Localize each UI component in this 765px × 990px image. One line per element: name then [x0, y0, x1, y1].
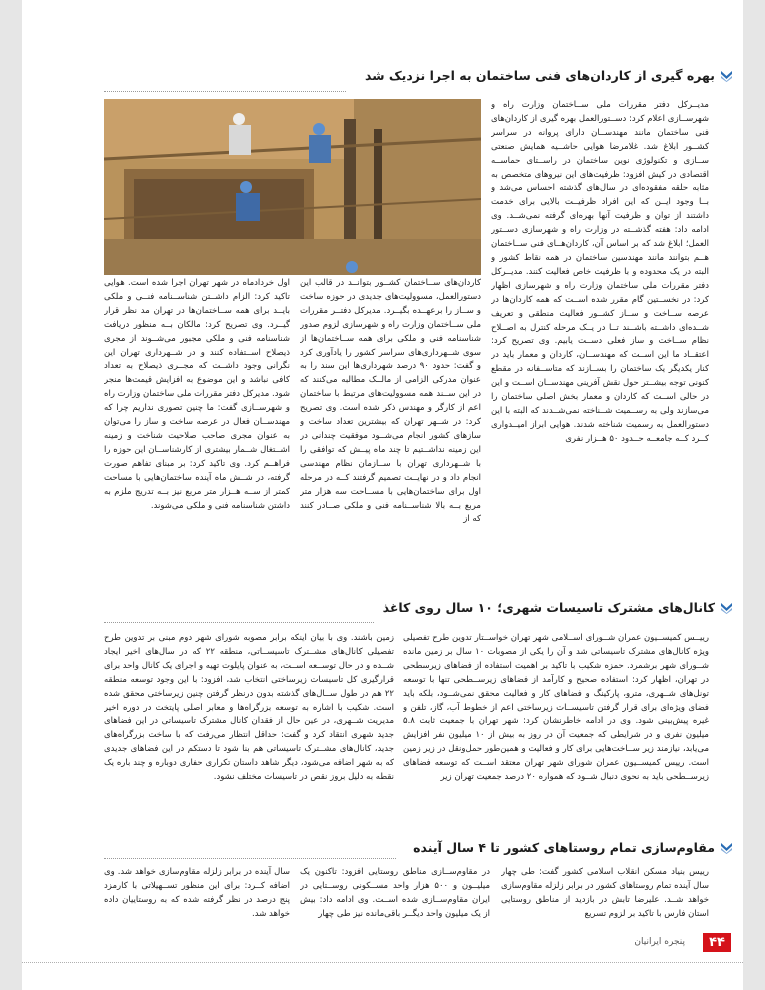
article3-text-left: سال آینده در برابر زلزله مقاوم‌سازی خواهد شد. وی اضافه کــرد: برای این منظور تســهیلاتی با کارمزد پنج درصد در نظر گرفته شده که به روستاییان داده خواهد شد. [104, 867, 290, 919]
article1-column-right [491, 99, 709, 582]
article3-column-right [501, 866, 709, 924]
construction-photo [104, 99, 481, 275]
article1-heading [365, 68, 733, 83]
chevron-down-icon [720, 601, 733, 614]
chevron-down-icon [720, 69, 733, 82]
article2-text-right: رییــس کمیســیون عمران شــورای اســلامی شهر تهران خواســتار تدوین طرح تفصیلی ویژه کانال‌های مشترک تاسیساتی شد و آن را یکی از مصوبات ۱۰ سال بر زمین مانده شــورای شهر برشمرد. حمزه شکیب با تاکید بر اهمیت استفاده از فضاهای زیرسطحی در تهران، اظهار کرد: استفاده صحیح و کارآمد از فضاهای زیرســطحی تنها با توسعه تونل‌های شــهری، مترو، پارکینگ و فضاهای کار و فعالیت محقق نمی‌شــود، بلکه باید فضای ویژه‌ای برای قرار گرفتن تاسیســات زیرساختی اعم از خطوط آب، گاز، تلفن و غیره پیش‌بینی شود. وی در ادامه خاطرنشان کرد: شهر تهران با جمعیت ثابت ۵.۸ میلیون نفری و در شرایطی که جمعیت آن در روز به بیش از ۱۰ میلیون نفر افزایش می‌یابد، نیازمند زیر ســاخت‌هایی برای کار و فعالیت و همین‌طور حمل‌ونقل در زیر زمین است. رییس کمیســیون عمران شورای شهر تهران معتقد اســت که توسعه فضاهای زیرســطحی باید به نحوی دنبال شــود که همواره ۲۰ درصد جمعیت تهران زیر [403, 633, 709, 783]
article2-column-right [403, 632, 709, 828]
article3-title: مقاوم‌سازی تمام روستاهای کشور تا ۴ سال آینده [413, 840, 715, 855]
article3-text-right: رییس بنیاد مسکن انقلاب اسلامی کشور گفت: طی چهار سال آینده تمام روستاهای کشور در برابر زلزله مقاوم‌سازی خواهد شــد. علیرضا تابش در بازدید از مناطق روستایی استان فارس با تاکید بر لزوم تسریع [501, 867, 709, 919]
article2-text-left: زمین باشند. وی با بیان اینکه برابر مصوبه شورای شهر دوم مبنی بر تدوین طرح تفصیلی کانال‌های مشــترک تاسیســاتی، منطقه ۲۲ که در سال‌های اخیر ایجاد شــده و در حال توســعه اســت، به عنوان پایلوت تهیه و اجرای یک کانال واحد برای قرارگیری کل تاسیسات زیرساختی انتخاب شد، افزود: با این وجود توسعه منطقه ۲۲ هم در طول ســال‌های گذشته بدون درنظر گرفتن چنین زیرساختی محقق شده است. شکیب با اشاره به توسعه بزرگراه‌ها و معابر اصلی پایتخت در دوره اخیر مدیریت شــهری، در عین حال از فقدان کانال مشترک تاسیساتی در این فضاهای جدید شهری انتقاد کرد و گفت: حداقل انتظار می‌رفت که با ساخت بزرگراه‌های جدید، کانال‌های مشــترک تاسیساتی هم بنا شود تا دستکم در این فضاهای جدیدی که به شهر اضافه می‌شود، دیگر شاهد داستان تکراری حفاری دوباره و چند باره یک نقطه به دلیل بروز نقص در تاسیسات مختلف نشود. [104, 633, 394, 783]
article3-text-mid: در مقاوم‌ســازی مناطق روستایی افزود: تاکنون یک میلیــون و ۵۰۰ هزار واحد مســکونی روســتایی در ایران مقاوم‌ســازی شده اســت. وی ادامه داد: بیش از یک میلیون واحد دیگــر باقی‌مانده نیز طی چهار [300, 867, 490, 919]
article3-column-left [104, 866, 290, 924]
article1-column-left [104, 277, 290, 582]
article2-heading [383, 600, 733, 615]
divider [104, 858, 396, 859]
construction-photo-image [104, 99, 481, 275]
divider [104, 91, 346, 92]
article2-column-left [104, 632, 394, 828]
footer-divider [22, 962, 743, 963]
magazine-name: پنجره ایرانیان [634, 937, 685, 947]
divider [104, 622, 374, 623]
article1-column-mid [300, 277, 481, 582]
article3-heading [413, 840, 733, 855]
article1-text-mid: کاردان‌های ســاختمان کشــور بتوانــد در قالب این دستورالعمل، مسوولیت‌های جدیدی در حوزه ساخت و ســاز را برعهــده بگیــرد. مدیرکل دفتــر مقررات ملی ســاختمان وزارت راه و شهرسازی لزوم صدور شناسنامه فنی و ملکی برای همه ســاختمان‌ها از سوی شــهرداری‌های سراسر کشور را یادآوری کرد و گفت: حدود ۹۰ درصد شهرداری‌ها این سند را به عنوان مدرکی الزامی از مالــک مطالبه می‌کنند که در این ســند همه مسوولیت‌های مرتبط با ساختمان اعم از کارگر و مهندس ذکر شده است. وی تصریح کرد: در شــهر تهران که بیشترین تعداد ساخت و سازهای کشور انجام می‌شــود موفقیت چندانی در این زمینه نداشــتیم تا چند ماه پیــش که توافقی را با شــهرداری تهران با ســازمان نظام مهندسی انجام داد و در نهایــت تصمیم گرفتند کــه در مرحله اول برای ساختمان‌هایی با مســاحت سه هزار متر مربع بــه بالا شناســنامه فنی و ملکی صــادر کنند که از [300, 278, 481, 525]
page-number: ۴۴ [703, 933, 731, 952]
article1-text-left: اول خردادماه در شهر تهران اجرا شده است. هوایی تاکید کرد: الزام داشــتن شناســنامه فنــی و ملکی بایــد برای همه ســاختمان‌ها در تهران مد نظر قرار گیــرد. وی تصریح کرد: مالکان بــه منظور دریافت شناسنامه فنی و ملکی مجبور می‌شــوند از مجری ذیصلاح اســتفاده کنند و در شــهرداری تهران این نگرانی وجود داشــت که مجــری ذیصلاح به تعداد کافی نباشد و این موضوع به افزایش قیمت‌ها منجر شود. مدیرکل دفتر مقررات ملی ساختمان وزارت راه و شهرســازی گفت: ما چنین تصوری نداریم چرا که مهندســان فعال در عرصه ساخت و ساز را می‌توان به عنوان مجری صاحب صلاحیت شناخت و زمینه اشــتغال شــمار بیشتری از کارشناســان این حوزه را فراهــم کرد. وی تاکید کرد: بر مبنای تفاهم صورت گرفته، در شــش ماه آینده ساختمان‌هایی با مساحت کمتر از ســه هــزار متر مربع نیز بــه تدریج ملزم به داشتن شناسنامه فنی و ملکی می‌شوند. [104, 278, 290, 511]
article2-title: کانال‌های مشترک تاسیسات شهری؛ ۱۰ سال روی کاغذ [382, 600, 715, 615]
article3-column-mid [300, 866, 490, 924]
chevron-down-icon [720, 841, 733, 854]
article1-title: بهره گیری از کاردان‌های فنی ساختمان به اجرا نزدیک شد [365, 68, 715, 83]
article1-text-right: مدیــرکل دفتر مقررات ملی ســاختمان وزارت راه و شهرســازی اعلام کرد: دســتورالعمل بهره گیری از کاردان‌های فنی ساختمان مانند مهندســان دارای پروانه در سراسر کشــور ابلاغ شد. غلامرضا هوایی حاشــیه همایش صنعتی ســازی و تکنولوژی نوین ساختمان در راســتای حماســه اقتصادی در کیش افزود: ظرفیت‌های این نیروهای متخصص به مثابه حلقه مفقوده‌ای در سال‌های گذشته احساس می‌شد و بــا وجود ایــن که این افراد ظرفیــت بالایی برای خدمت داشتند از توان و ظرفیت آنها بهره‌ای گرفته نمی‌شــد. وی ادامه داد: هفته گذشــته در وزارت راه و شهرسازی دســتور العمل؛ ابلاغ شد که بر اساس آن، کاردان‌هــای فنی ســاختمان هــم بتوانند مانند مهندسین ساختمان در همه نقاط کشور و البته در یک محدوده و با ظرفیت خاص فعالیت کنند. مدیــرکل دفتر مقررات ملی ساختمان وزارت راه و شهرسازی اظهار کرد: در نخســتین گام مقرر شده اســت که همه کاردان‌ها در عرصه ســاخت و ســاز کشــور فعالیت منطقی و تعریف شــده‌ای داشــته باشــند تــا در یــک مرحله کنترل به اصــلاح نظام ســاخت و ساز فعلی دســت یابیم. وی تصریح کرد: اعتقــاد ما این اســت که مهندســان، کاردان و معمار باید در کنار یکدیگر یک ساختمان را بســازند که متاســفانه در مقطع کنونی توجه بیشــتر حول نقش آفرینی مهندســان اســت و این در حالی اســت که کاردان و معمار بخش اصلی ساختمان را می‌سازند ولی به رســمیت شــناخته نمی‌شــدند که البته با این دستورالعمل به رسمیت شناخته شدند. هوایی ابراز امیــدواری کــرد کــه جامعــه حــدود ۵۰ هــزار نفری [491, 100, 709, 444]
